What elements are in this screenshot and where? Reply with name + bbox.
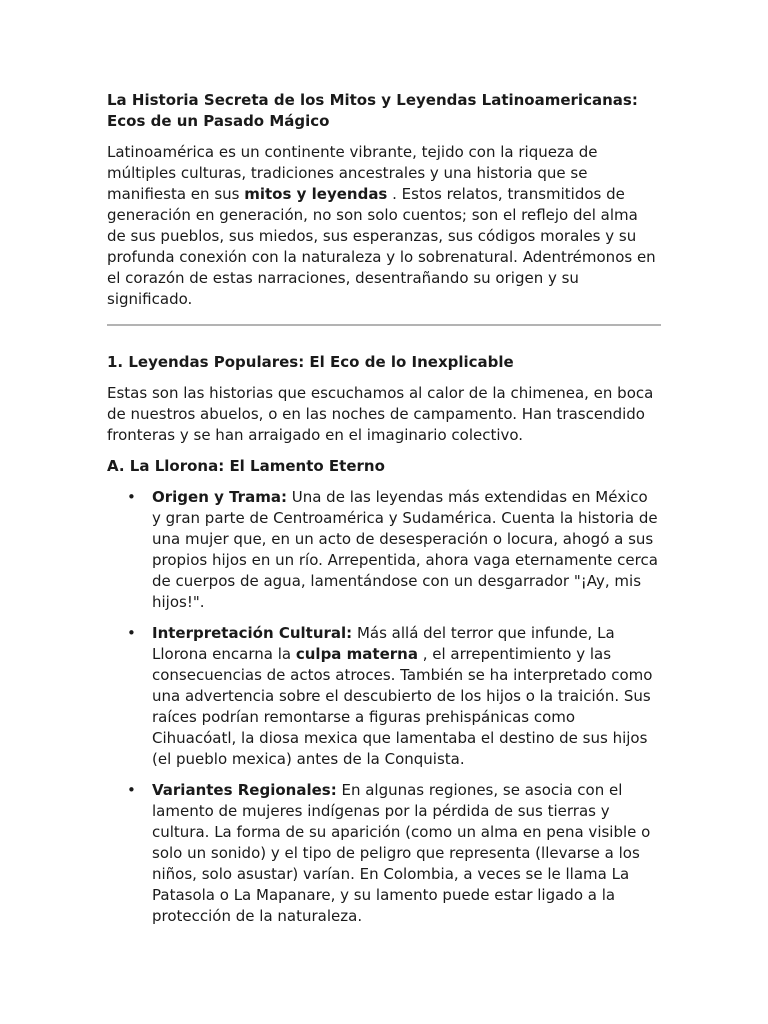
item-label: Origen y Trama: — [152, 488, 287, 506]
section-divider — [107, 324, 661, 326]
item-text: Más allá del terror que infunde, La Llorona encarna la — [152, 624, 615, 663]
item-text: Una de las leyendas más extendidas en México y gran parte de Centroamérica y Sudamérica. Cuenta la historia de una mujer que, en un acto de desesperación o locura, ahogó a sus propios hijos en un río. Arrepentida, ahora vaga eternamente cerca de cuerpos de agua, lamentándose con un desgarrador "¡Ay, mis hijos!". — [152, 488, 658, 611]
item-label: Variantes Regionales: — [152, 781, 337, 799]
section-1-paragraph: Estas son las historias que escuchamos al calor de la chimenea, en boca de nuestros abuelos, o en las noches de campamento. Han trascendido fronteras y se han arraigado en el imaginario colectivo. — [107, 384, 654, 444]
document-title — [107, 90, 661, 132]
title-line-2: Ecos de un Pasado Mágico — [107, 112, 330, 130]
item-label: Interpretación Cultural: — [152, 624, 353, 642]
bullet-list — [107, 487, 661, 927]
bullet-icon: • — [127, 781, 136, 799]
subsection-a-heading: A. La Llorona: El Lamento Eterno — [107, 457, 385, 475]
list-item — [107, 487, 661, 613]
bullet-icon: • — [127, 488, 136, 506]
list-item — [107, 780, 661, 927]
intro-paragraph — [107, 142, 661, 310]
title-line-1: La Historia Secreta de los Mitos y Leyendas Latinoamericanas: — [107, 91, 638, 109]
item-bold-term: culpa materna — [295, 645, 418, 663]
bullet-icon: • — [127, 624, 136, 642]
list-item — [107, 623, 661, 770]
item-text: En algunas regiones, se asocia con el lamento de mujeres indígenas por la pérdida de sus tierras y cultura. La forma de su aparición (como un alma en pena visible o solo un sonido) y el tipo de peligro que representa (llevarse a los niños, solo asustar) varían. En Colombia, a veces se le llama La Patasola o La Mapanare, y su lamento puede estar ligado a la protección de la naturaleza. — [152, 781, 651, 925]
intro-text-2: . Estos relatos, transmitidos de generación en generación, no son solo cuentos; son el reflejo del alma de sus pueblos, sus miedos, sus esperanzas, sus códigos morales y su profunda conexión con la naturaleza y lo sobrenatural. Adentrémonos en el corazón de estas narraciones, desentrañando su origen y su significado. — [107, 185, 656, 308]
intro-bold-term: mitos y leyendas — [244, 185, 388, 203]
intro-text-1: Latinoamérica es un continente vibrante, tejido con la riqueza de múltiples culturas, tradiciones ancestrales y una historia que se manifiesta en sus — [107, 143, 598, 203]
item-text-continued: , el arrepentimiento y las consecuencias de actos atroces. También se ha interpretado como una advertencia sobre el descubierto de los hijos o la traición. Sus raíces podrían remontarse a figuras prehispánicas como Cihuacóatl, la diosa mexica que lamentaba el destino de sus hijos (el pueblo mexica) antes de la Conquista. — [152, 645, 653, 768]
section-1-heading: 1. Leyendas Populares: El Eco de lo Inexplicable — [107, 353, 514, 371]
